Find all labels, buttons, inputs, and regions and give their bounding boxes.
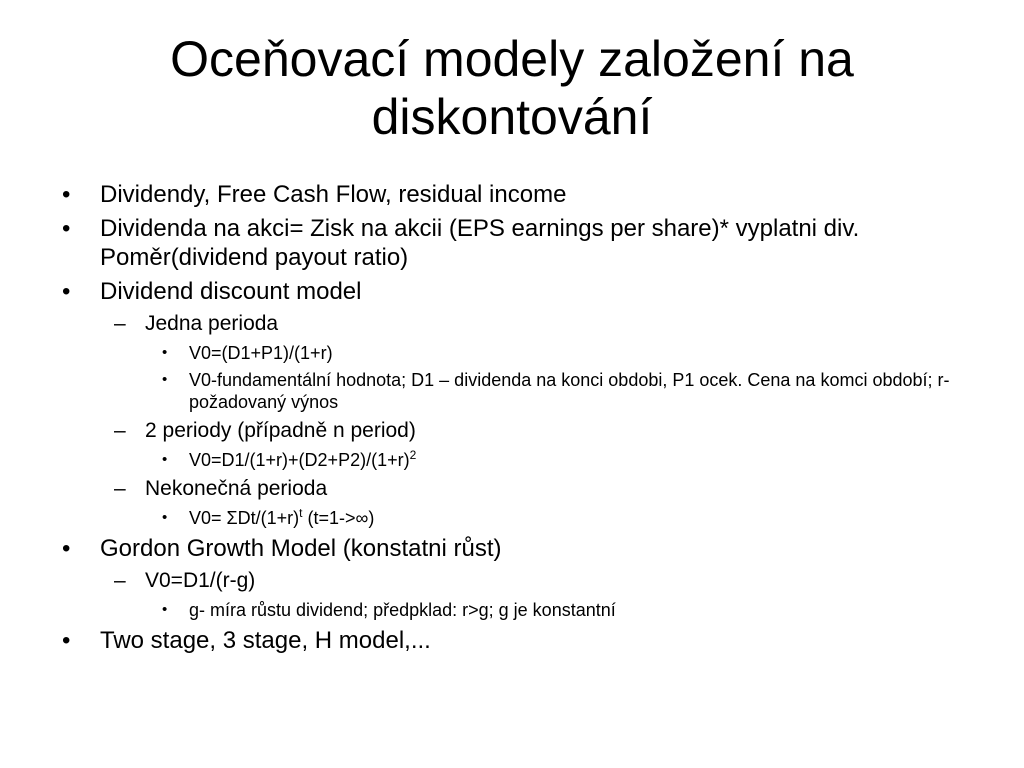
sub-bullet-item (58, 311, 968, 337)
sub-sub-bullet-item (58, 507, 968, 529)
dash-marker: – (114, 312, 126, 335)
sub-sub-bullet-item (58, 599, 968, 621)
sub-sub-bullet-item (58, 369, 968, 413)
formula-text: V0=D1/(1+r)+(D2+P2)/(1+r) (189, 450, 410, 470)
bullet-item (58, 277, 968, 306)
exponent: 2 (409, 448, 417, 462)
slide-title (60, 30, 964, 146)
bullet-marker: • (62, 535, 71, 562)
dash-marker: – (114, 569, 126, 592)
bullet-marker: • (162, 601, 168, 618)
dash-marker: – (114, 419, 126, 442)
definition-text: V0-fundamentální hodnota; D1 – dividenda na konci obdobi, P1 ocek. Cena na komci období; r- požadovaný výnos (189, 370, 950, 412)
formula-range-text: (t=1->∞) (302, 508, 375, 528)
sub-bullet-item (58, 476, 968, 502)
sub-bullet-text: 2 periody (případně n period) (145, 419, 416, 442)
bullet-list (58, 180, 968, 655)
bullet-marker: • (62, 627, 71, 654)
definition-text: g- míra růstu dividend; předpklad: r>g; g je konstantní (189, 600, 616, 620)
bullet-item (58, 180, 968, 209)
formula-text: V0= ΣDt/(1+r) (189, 508, 300, 528)
bullet-marker: • (162, 371, 168, 388)
bullet-marker: • (162, 344, 168, 361)
bullet-item (58, 214, 968, 272)
bullet-marker: • (62, 181, 71, 208)
slide-title-line-2: diskontování (371, 89, 653, 145)
sub-sub-bullet-item (58, 342, 968, 364)
formula-text: V0=D1/(r-g) (145, 569, 256, 592)
sub-sub-bullet-item (58, 449, 968, 471)
formula-text: V0=(D1+P1)/(1+r) (189, 343, 333, 363)
bullet-marker: • (62, 278, 71, 305)
bullet-marker: • (162, 509, 168, 526)
bullet-text: Two stage, 3 stage, H model,... (100, 627, 431, 654)
slide-title-line-1: Oceňovací modely založení na (170, 31, 854, 87)
sub-bullet-item (58, 418, 968, 444)
sub-bullet-text: Nekonečná perioda (145, 477, 328, 500)
sub-bullet-item (58, 568, 968, 594)
exponent: t (299, 506, 303, 520)
bullet-text: Dividend discount model (100, 278, 362, 305)
bullet-text: Dividenda na akci= Zisk na akcii (EPS earnings per share)* vyplatni div. Poměr(dividend payout ratio) (100, 215, 860, 271)
bullet-item (58, 626, 968, 655)
bullet-item (58, 534, 968, 563)
sub-bullet-text: Jedna perioda (145, 312, 279, 335)
bullet-text: Gordon Growth Model (konstatni růst) (100, 535, 502, 562)
bullet-text: Dividendy, Free Cash Flow, residual income (100, 181, 567, 208)
dash-marker: – (114, 477, 126, 500)
bullet-marker: • (162, 451, 168, 468)
bullet-marker: • (62, 215, 71, 242)
